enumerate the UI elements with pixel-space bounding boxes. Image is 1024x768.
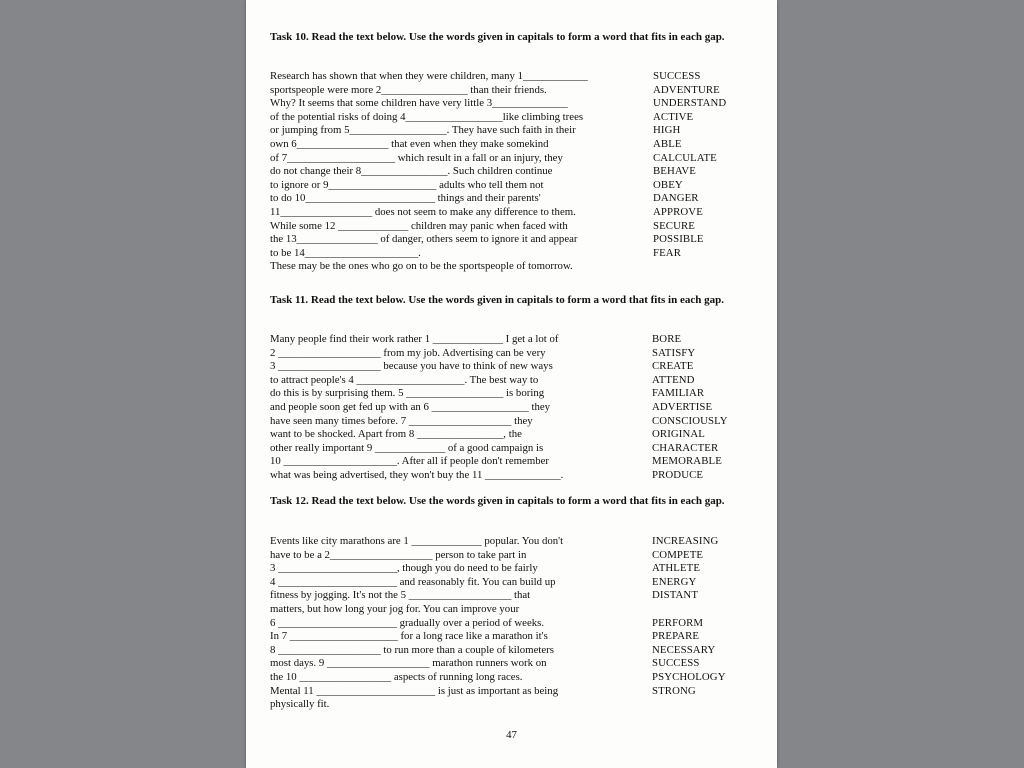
line-text: have to be a 2___________________ person to take part in xyxy=(270,548,527,561)
text-line xyxy=(270,469,752,483)
text-line xyxy=(270,152,752,166)
keyword: INCREASING xyxy=(652,535,719,547)
text-line xyxy=(270,70,752,84)
text-line xyxy=(270,671,752,685)
keyword: POSSIBLE xyxy=(653,233,704,246)
text-line xyxy=(270,442,752,456)
text-line xyxy=(270,657,752,671)
line-text: Why? It seems that some children have very little 3______________ xyxy=(270,97,568,110)
line-text: matters, but how long your jog for. You can improve your xyxy=(270,602,520,615)
text-line xyxy=(270,179,752,193)
text-line xyxy=(270,401,752,415)
text-line xyxy=(270,84,752,98)
text-line xyxy=(270,360,752,374)
line-text: have seen many times before. 7 ___________________ they xyxy=(270,414,533,427)
keyword: CREATE xyxy=(652,360,694,373)
line-text: 4 ______________________ and reasonably fit. You can build up xyxy=(270,575,556,588)
line-text: fitness by jogging. It's not the 5 ___________________ that xyxy=(270,589,531,602)
keyword: ATTEND xyxy=(652,373,695,386)
keyword: NECESSARY xyxy=(652,643,716,656)
text-line xyxy=(270,111,752,125)
line-text: 3 ______________________, though you do need to be fairly xyxy=(270,562,538,575)
text-line xyxy=(270,576,752,590)
line-text: to attract people's 4 ____________________. The best way to xyxy=(270,373,539,386)
keyword: ADVENTURE xyxy=(653,83,720,96)
task-12-heading xyxy=(270,495,762,509)
keyword: ATHLETE xyxy=(652,562,701,575)
line-text: Many people find their work rather 1 _____________ I get a lot of xyxy=(270,333,559,345)
keyword: ACTIVE xyxy=(653,110,694,123)
text-line xyxy=(270,192,752,206)
task-10-body xyxy=(270,70,752,274)
task-heading-text: Task 11. Read the text below. Use the words given in capitals to form a word that fits in each gap. xyxy=(270,294,724,306)
page-number: 47 xyxy=(506,729,517,741)
line-text: the 13_______________ of danger, others seem to ignore it and appear xyxy=(270,233,578,246)
keyword: SUCCESS xyxy=(653,70,701,82)
keyword: PSYCHOLOGY xyxy=(652,670,726,683)
line-text: do not change their 8________________. Such children continue xyxy=(270,165,553,178)
line-text: These may be the ones who go on to be the sportspeople of tomorrow. xyxy=(270,260,573,273)
text-line xyxy=(270,549,752,563)
line-text: Research has shown that when they were children, many 1____________ xyxy=(270,70,588,82)
text-line xyxy=(270,415,752,429)
text-line xyxy=(270,644,752,658)
text-line xyxy=(270,206,752,220)
text-line xyxy=(270,428,752,442)
text-line xyxy=(270,220,752,234)
line-text: and people soon get fed up with an 6 __________________ they xyxy=(270,400,551,413)
text-line xyxy=(270,698,752,712)
text-line xyxy=(270,374,752,388)
text-line xyxy=(270,617,752,631)
line-text: 11_________________ does not seem to make any difference to them. xyxy=(270,205,576,218)
text-line xyxy=(270,97,752,111)
line-text: what was being advertised, they won't buy the 11 ______________. xyxy=(270,468,564,481)
keyword: FAMILIAR xyxy=(652,387,705,400)
keyword: STRONG xyxy=(652,684,696,697)
line-text: 8 ___________________ to run more than a couple of kilometers xyxy=(270,643,554,656)
task-heading-text: Task 10. Read the text below. Use the words given in capitals to form a word that fits in each gap. xyxy=(270,31,725,43)
task-11-body xyxy=(270,333,752,483)
keyword: CONSCIOUSLY xyxy=(652,414,728,427)
keyword: CHARACTER xyxy=(652,441,719,454)
line-text: 2 ___________________ from my job. Advertising can be very xyxy=(270,346,546,359)
line-text: most days. 9 ___________________ marathon runners work on xyxy=(270,657,547,670)
line-text: the 10 _________________ aspects of running long races. xyxy=(270,670,523,683)
line-text: In 7 ____________________ for a long race like a marathon it's xyxy=(270,630,548,643)
line-text: to ignore or 9____________________ adults who tell them not xyxy=(270,178,544,191)
line-text: want to be shocked. Apart from 8 ________________, the xyxy=(270,428,522,441)
keyword: ADVERTISE xyxy=(652,400,713,413)
keyword: ORIGINAL xyxy=(652,428,705,441)
text-line xyxy=(270,630,752,644)
line-text: other really important 9 _____________ of a good campaign is xyxy=(270,441,544,454)
keyword: SECURE xyxy=(653,219,695,232)
keyword: HIGH xyxy=(653,124,681,137)
text-line xyxy=(270,603,752,617)
keyword: OBEY xyxy=(653,178,683,191)
keyword: BEHAVE xyxy=(653,165,696,178)
text-line xyxy=(270,138,752,152)
keyword: ABLE xyxy=(653,137,682,150)
keyword: COMPETE xyxy=(652,548,704,561)
line-text: While some 12 _____________ children may panic when faced with xyxy=(270,219,568,232)
text-line xyxy=(270,233,752,247)
task-11-heading xyxy=(270,294,762,308)
line-text: sportspeople were more 2________________ than their friends. xyxy=(270,83,547,96)
text-line xyxy=(270,455,752,469)
keyword: DANGER xyxy=(653,192,699,205)
keyword: PERFORM xyxy=(652,616,704,629)
text-line xyxy=(270,387,752,401)
keyword: DISTANT xyxy=(652,589,699,602)
keyword: BORE xyxy=(652,333,682,345)
line-text: of 7____________________ which result in a fall or an injury, they xyxy=(270,151,563,164)
keyword: ENERGY xyxy=(652,575,697,588)
keyword: MEMORABLE xyxy=(652,455,722,468)
task-10-heading xyxy=(270,31,762,45)
keyword: APPROVE xyxy=(653,205,703,218)
text-line xyxy=(270,685,752,699)
keyword: CALCULATE xyxy=(653,151,717,164)
line-text: to be 14_____________________. xyxy=(270,246,421,259)
text-line xyxy=(270,165,752,179)
text-line xyxy=(270,562,752,576)
line-text: 6 ______________________ gradually over a period of weeks. xyxy=(270,616,545,629)
text-line xyxy=(270,260,752,274)
line-text: own 6_________________ that even when they make somekind xyxy=(270,137,549,150)
text-line xyxy=(270,589,752,603)
text-line xyxy=(270,124,752,138)
task-heading-text: Task 12. Read the text below. Use the words given in capitals to form a word that fits in each gap. xyxy=(270,495,725,507)
keyword: PRODUCE xyxy=(652,468,704,481)
text-line xyxy=(270,247,752,261)
text-line xyxy=(270,535,752,549)
text-line xyxy=(270,347,752,361)
line-text: Mental 11 ______________________ is just as important as being xyxy=(270,684,559,697)
keyword: UNDERSTAND xyxy=(653,97,727,110)
keyword: SUCCESS xyxy=(652,657,700,670)
task-12-body xyxy=(270,535,752,712)
line-text: physically fit. xyxy=(270,698,330,711)
text-line xyxy=(270,333,752,347)
line-text: to do 10________________________ things and their parents' xyxy=(270,192,541,205)
keyword: FEAR xyxy=(653,246,681,259)
keyword: SATISFY xyxy=(652,346,696,359)
line-text: 3 ___________________ because you have to think of new ways xyxy=(270,360,553,373)
line-text: Events like city marathons are 1 _____________ popular. You don't xyxy=(270,535,564,547)
document-page xyxy=(246,0,777,768)
line-text: 10 _____________________. After all if people don't remember xyxy=(270,455,550,468)
line-text: or jumping from 5__________________. They have such faith in their xyxy=(270,124,576,137)
line-text: do this is by surprising them. 5 __________________ is boring xyxy=(270,387,545,400)
keyword: PREPARE xyxy=(652,630,700,643)
line-text: of the potential risks of doing 4__________________like climbing trees xyxy=(270,110,584,123)
